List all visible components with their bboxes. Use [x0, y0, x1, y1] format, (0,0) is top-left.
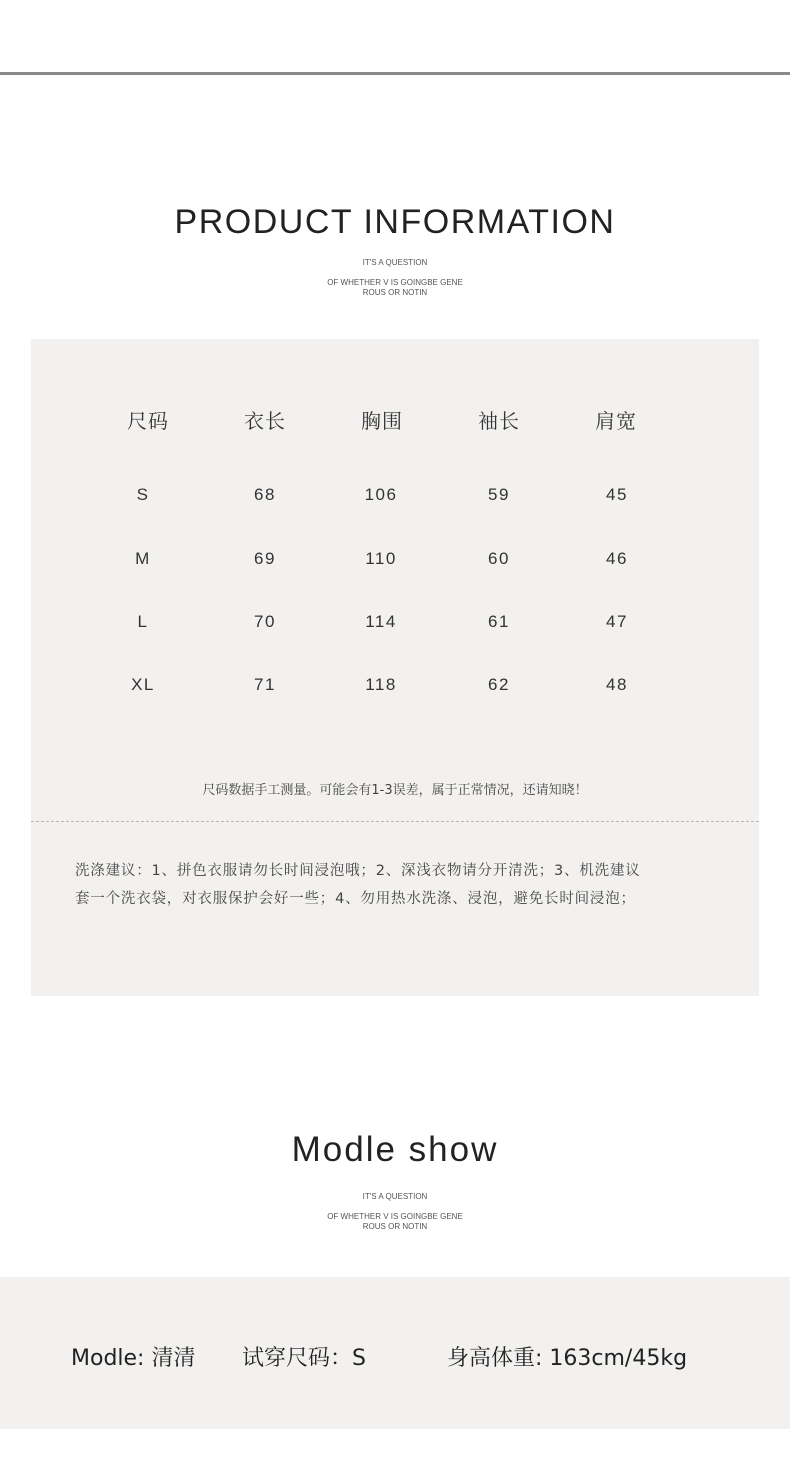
- wash-advice-line-1: 洗涤建议：1、拼色衣服请勿长时间浸泡哦；2、深浅衣物请分开清洗；3、机洗建议: [75, 863, 641, 879]
- model-height-weight: 身高体重: 163cm/45kg: [447, 1346, 688, 1371]
- model-size: 试穿尺码：S: [242, 1346, 366, 1371]
- row-l-length: 70: [254, 612, 276, 631]
- row-l-sleeve: 61: [488, 612, 510, 631]
- dashed-divider: [31, 821, 759, 822]
- model-show-subtitle-line-3: ROUS OR NOTIN: [362, 1222, 428, 1231]
- header-size: 尺码: [127, 409, 169, 433]
- product-info-subtitle-line-3: ROUS OR NOTIN: [362, 288, 428, 297]
- row-xl-shoulder: 48: [606, 675, 628, 694]
- measurement-note: 尺码数据手工测量。可能会有1-3误差，属于正常情况，还请知晓！: [202, 783, 588, 798]
- row-xl-chest: 118: [365, 675, 397, 694]
- wash-advice: [75, 857, 735, 913]
- product-information-title: PRODUCT INFORMATION: [174, 203, 616, 241]
- product-info-subtitle-1: IT'S A QUESTION: [362, 258, 428, 267]
- row-l-chest: 114: [365, 612, 397, 631]
- header-sleeve: 袖长: [478, 409, 520, 433]
- row-s-chest: 106: [364, 485, 398, 504]
- row-xl-length: 71: [254, 675, 276, 694]
- model-show-subtitle-2: [0, 1212, 790, 1232]
- model-info-band: [0, 1277, 790, 1429]
- size-info-panel: [31, 339, 759, 996]
- top-divider: [0, 72, 790, 75]
- row-m-chest: 110: [365, 549, 397, 568]
- model-name: Modle: 清清: [71, 1346, 196, 1371]
- row-xl-sleeve: 62: [488, 675, 510, 694]
- row-l-shoulder: 47: [606, 612, 628, 631]
- wash-advice-line-2: 套一个洗衣袋，对衣服保护会好一些；4、勿用热水洗涤、浸泡，避免长时间浸泡；: [75, 891, 636, 907]
- model-show-subtitle-line-2: OF WHETHER V IS GOINGBE GENE: [327, 1212, 463, 1221]
- row-m-sleeve: 60: [488, 549, 510, 568]
- row-s-shoulder: 45: [606, 485, 628, 504]
- product-info-subtitle-2: [0, 278, 790, 298]
- model-show-subtitle-1: IT'S A QUESTION: [362, 1192, 428, 1201]
- product-info-subtitle-line-2: OF WHETHER V IS GOINGBE GENE: [327, 278, 463, 287]
- row-s-sleeve: 59: [488, 485, 510, 504]
- row-m-size: M: [135, 549, 151, 568]
- row-s-size: S: [136, 485, 150, 504]
- row-l-size: L: [137, 612, 149, 631]
- header-shoulder: 肩宽: [595, 409, 637, 433]
- model-show-title: Modle show: [291, 1130, 499, 1169]
- header-length: 衣长: [244, 409, 286, 433]
- row-m-shoulder: 46: [606, 549, 628, 568]
- row-m-length: 69: [254, 549, 276, 568]
- row-xl-size: XL: [131, 675, 155, 694]
- header-chest: 胸围: [361, 409, 403, 433]
- row-s-length: 68: [254, 485, 276, 504]
